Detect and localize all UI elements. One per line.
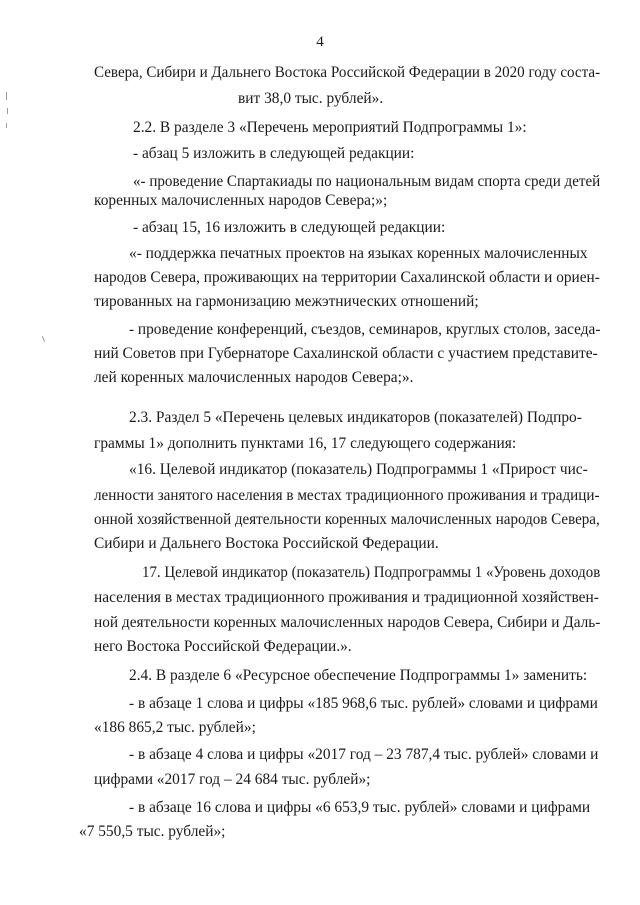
text-line: «7 550,5 тыс. рублей»; (79, 823, 226, 840)
text-line: «- поддержка печатных проектов на языках коренных малочисленных (129, 245, 588, 262)
text-line: Севера, Сибири и Дальнего Востока Российской Федерации в 2020 году соста- (94, 64, 601, 81)
text-line: ний Советов при Губернаторе Сахалинской области с участием представите- (94, 345, 598, 362)
text-line: «- проведение Спартакиады по национальным видам спорта среди детей (133, 173, 601, 190)
text-line: населения в местах традиционного проживания и традиционной хозяйствен- (94, 589, 599, 606)
margin-mark (7, 108, 8, 114)
text-line: тированных на гармонизацию межэтнических отношений; (94, 293, 479, 310)
page-number: 4 (316, 34, 324, 50)
text-line: народов Севера, проживающих на территории Сахалинской области и ориен- (94, 269, 600, 286)
margin-mark (6, 92, 7, 100)
text-line: коренных малочисленных народов Севера;»; (94, 192, 388, 209)
text-line: Сибири и Дальнего Востока Российской Федерации. (94, 535, 439, 552)
paragraph-heading: 2.4. В разделе 6 «Ресурсное обеспечение Подпрограммы 1» заменить: (129, 667, 588, 684)
text-line: 17. Целевой индикатор (показатель) Подпрограммы 1 «Уровень доходов (142, 564, 601, 581)
text-line: ной деятельности коренных малочисленных народов Севера, Сибири и Даль- (94, 614, 601, 631)
text-line: вит 38,0 тыс. рублей». (238, 90, 384, 107)
text-line: цифрами «2017 год – 24 684 тыс. рублей»; (94, 771, 371, 788)
text-line: - абзац 5 изложить в следующей редакции: (133, 145, 415, 162)
margin-mark (6, 123, 7, 128)
text-line: онной хозяйственной деятельности коренных малочисленных народов Севера, (94, 511, 600, 528)
text-line: - в абзаце 16 слова и цифры «6 653,9 тыс. рублей» словами и цифрами (129, 799, 591, 816)
text-line: «186 865,2 тыс. рублей»; (94, 719, 256, 736)
text-line: лей коренных малочисленных народов Севера;». (94, 369, 414, 386)
paragraph-heading: 2.3. Раздел 5 «Перечень целевых индикаторов (показателей) Подпро- (129, 409, 582, 426)
text-line: граммы 1» дополнить пунктами 16, 17 следующего содержания: (94, 435, 517, 452)
text-line: - в абзаце 1 слова и цифры «185 968,6 тыс. рублей» словами и цифрами (129, 695, 598, 712)
text-line: - абзац 15, 16 изложить в следующей редакции: (133, 219, 446, 236)
paragraph-heading: 2.2. В разделе 3 «Перечень мероприятий Подпрограммы 1»: (133, 119, 527, 136)
text-line: - в абзаце 4 слова и цифры «2017 год – 23 787,4 тыс. рублей» словами и (129, 746, 599, 763)
text-line: него Востока Российской Федерации.». (94, 638, 352, 655)
margin-mark (42, 336, 45, 342)
text-line: ленности занятого населения в местах традиционного проживания и традици- (94, 487, 600, 504)
text-line: «16. Целевой индикатор (показатель) Подпрограммы 1 «Прирост чис- (129, 461, 588, 478)
text-line: - проведение конференций, съездов, семинаров, круглых столов, заседа- (129, 321, 601, 338)
